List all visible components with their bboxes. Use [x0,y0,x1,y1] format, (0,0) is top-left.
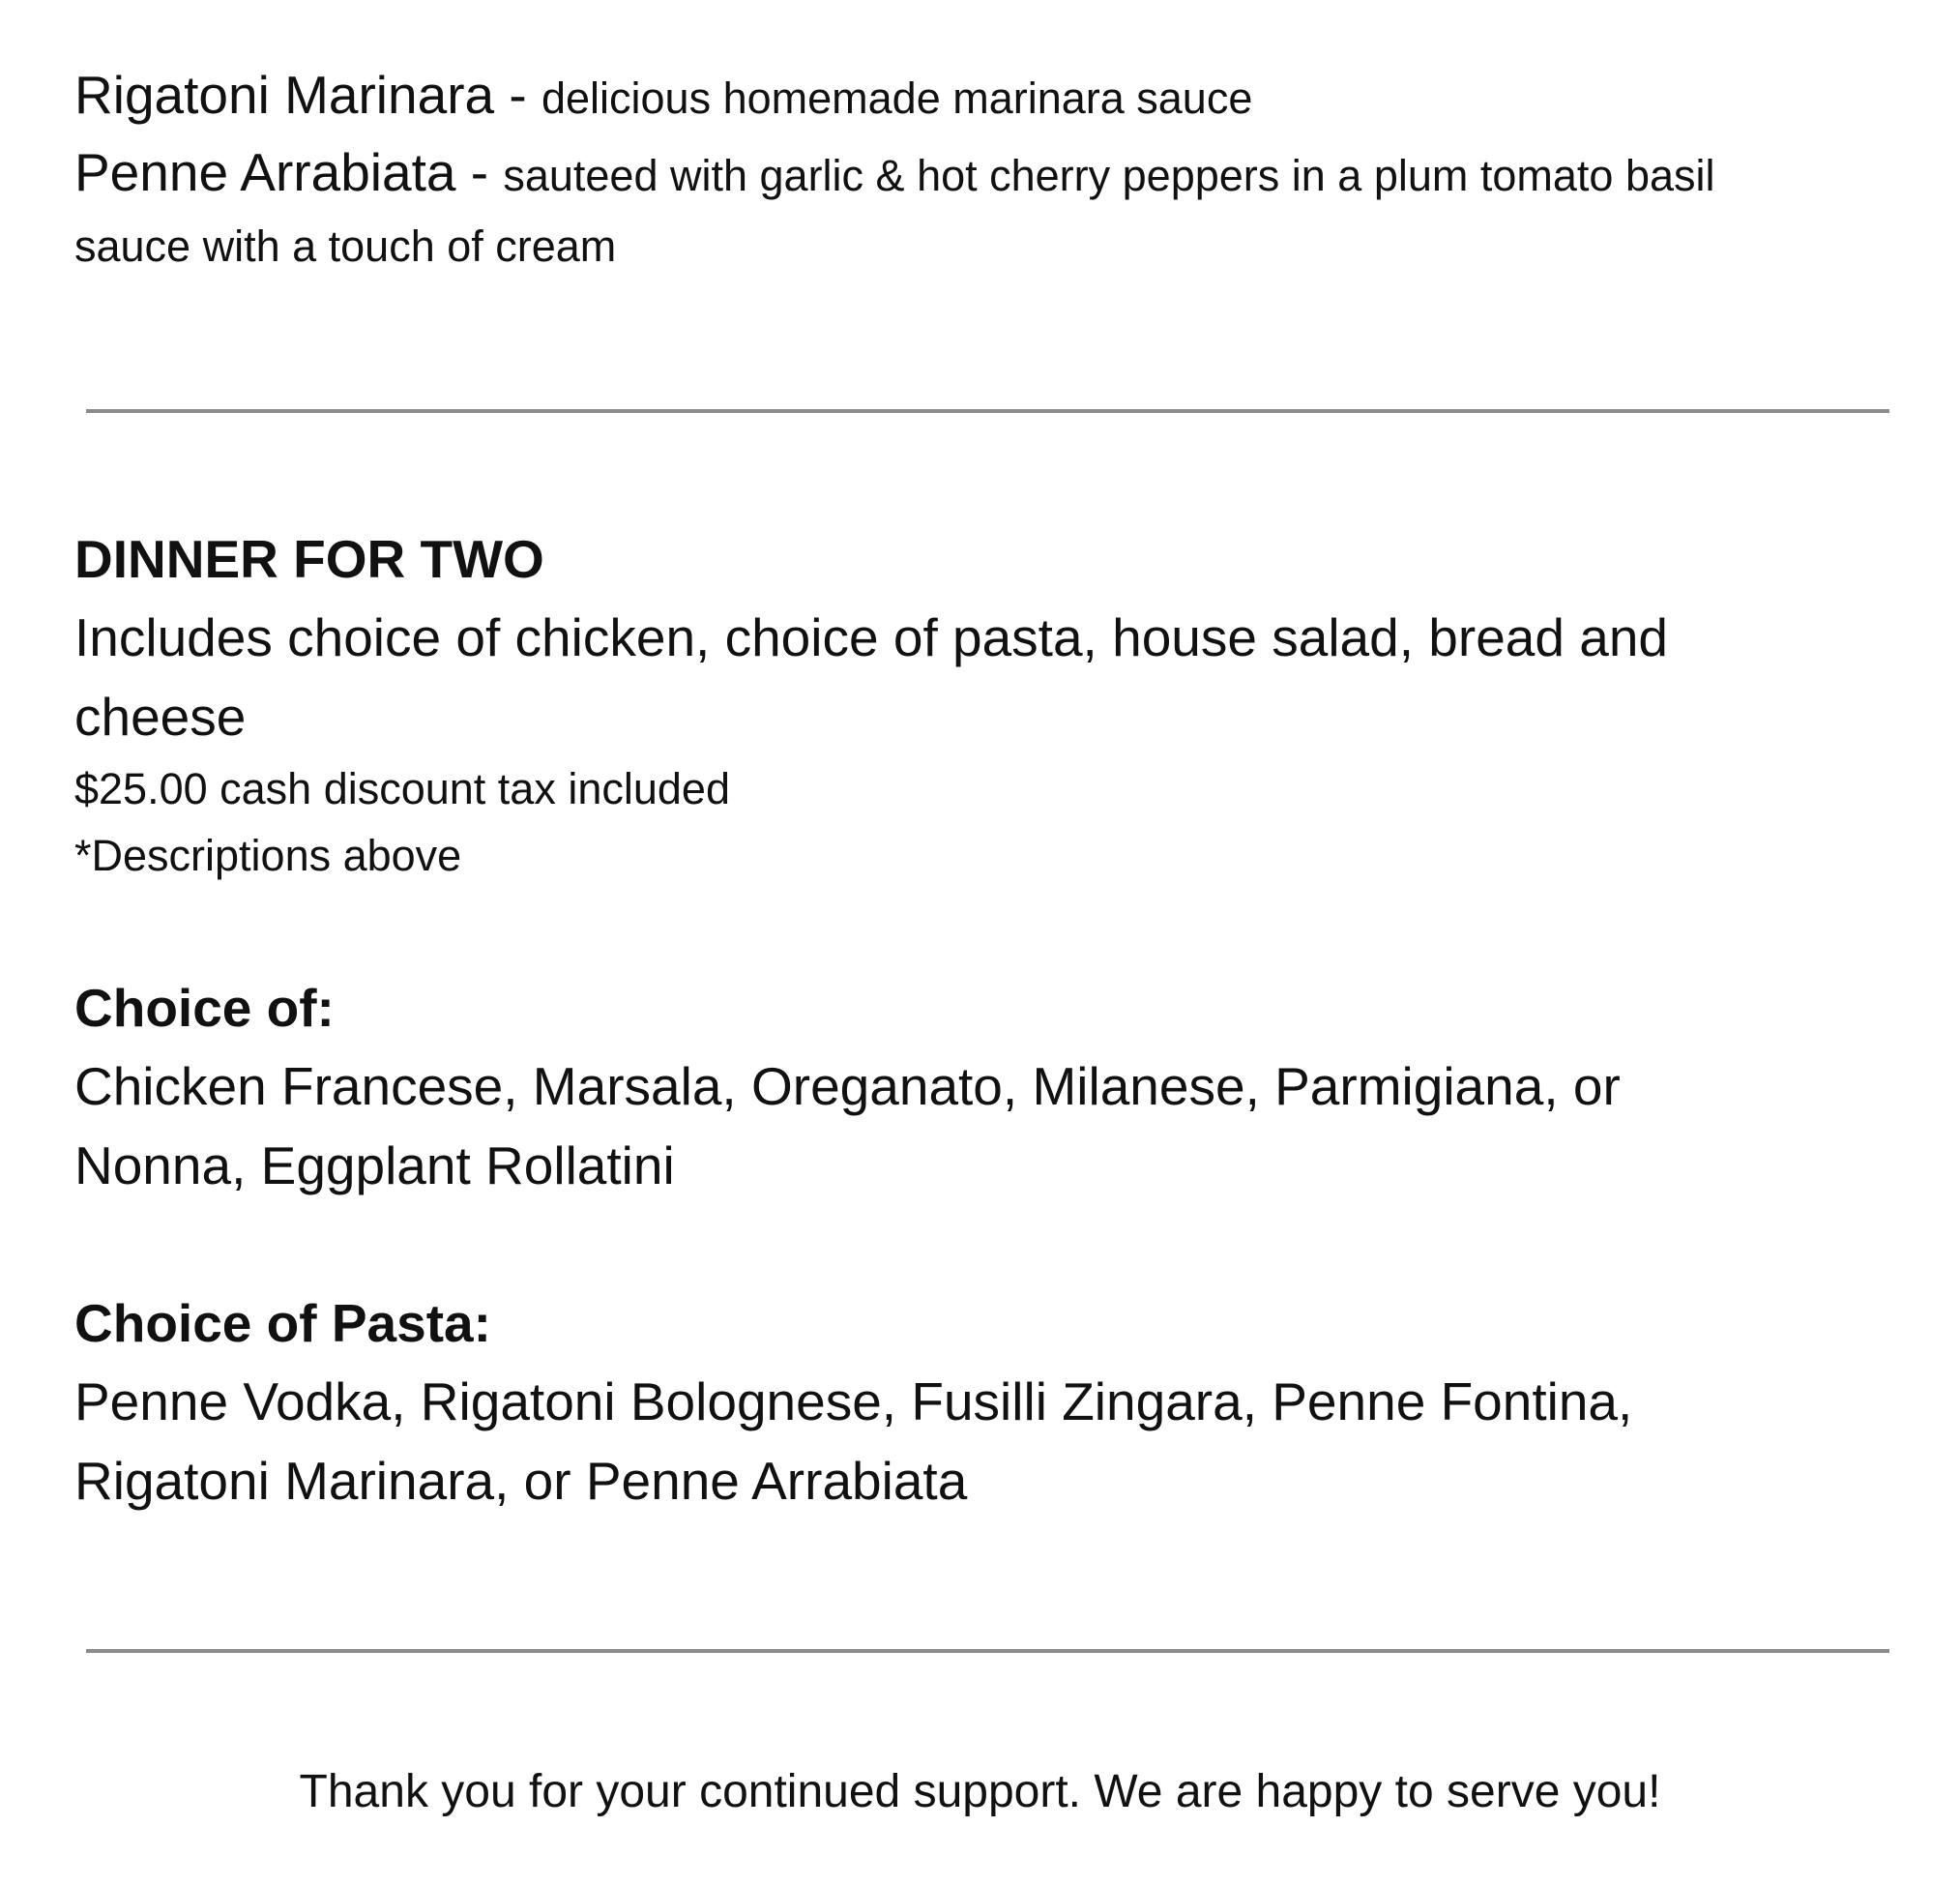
choice-of-pasta-line2: Rigatoni Marinara, or Penne Arrabiata [74,1451,968,1511]
dinner-includes-line2: cheese [74,687,247,747]
menu-item-rigatoni-marinara [74,64,1252,126]
dinner-price: $25.00 cash discount tax included [74,764,730,813]
choice-of-line2: Nonna, Eggplant Rollatini [74,1135,675,1195]
menu-item-description: delicious homemade marinara sauce [541,74,1253,123]
choice-of-heading: Choice of: [74,978,335,1038]
thank-you-message: Thank you for your continued support. We are happy to serve you! [299,1766,1661,1817]
menu-item-separator: - [494,65,541,125]
dinner-for-two-title: DINNER FOR TWO [74,529,544,589]
dinner-note: *Descriptions above [74,831,462,880]
menu-item-description: sauteed with garlic & hot cherry peppers in a plum tomato basil [503,151,1715,200]
menu-item-penne-arrabiata [74,141,1715,203]
choice-of-pasta-heading: Choice of Pasta: [74,1293,491,1353]
dinner-includes-line1: Includes choice of chicken, choice of pasta, house salad, bread and [74,607,1669,667]
choice-of-pasta-line1: Penne Vodka, Rigatoni Bolognese, Fusilli Zingara, Penne Fontina, [74,1371,1633,1431]
menu-item-name: Penne Arrabiata [74,142,456,202]
menu-item-separator: - [455,142,504,202]
section-divider [86,1649,1889,1653]
menu-item-name: Rigatoni Marinara [74,65,495,125]
section-divider [86,409,1889,413]
menu-item-description-continued: sauce with a touch of cream [74,221,617,271]
choice-of-line1: Chicken Francese, Marsala, Oreganato, Milanese, Parmigiana, or [74,1056,1621,1116]
